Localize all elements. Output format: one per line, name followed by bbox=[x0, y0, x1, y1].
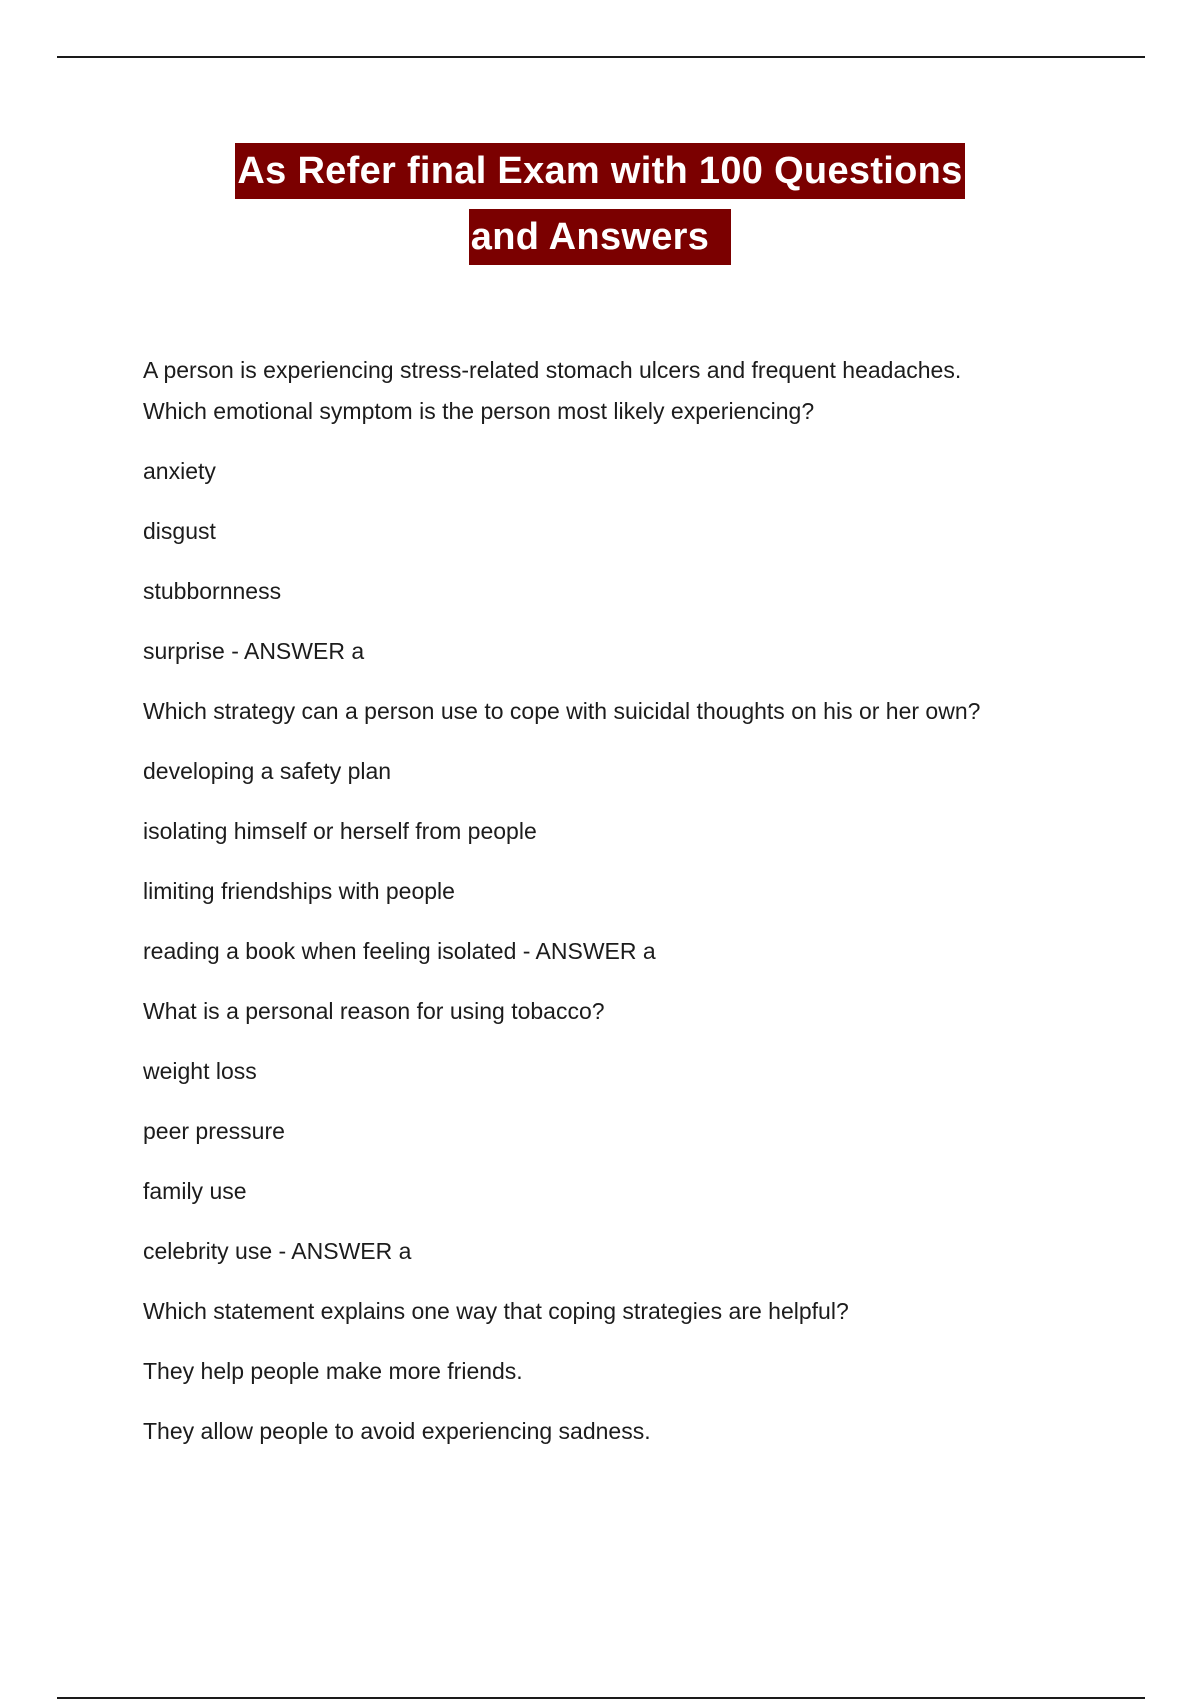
header-rule bbox=[57, 56, 1145, 58]
footer-rule bbox=[57, 1697, 1145, 1699]
option: disgust bbox=[143, 518, 216, 544]
option: isolating himself or herself from people bbox=[143, 818, 537, 844]
document-body bbox=[143, 350, 1103, 1452]
option: They allow people to avoid experiencing sadness. bbox=[143, 1418, 651, 1444]
option: limiting friendships with people bbox=[143, 878, 455, 904]
option-answer: celebrity use - ANSWER a bbox=[143, 1238, 412, 1264]
option: peer pressure bbox=[143, 1118, 285, 1144]
question-1 bbox=[143, 350, 1103, 432]
document-title bbox=[0, 143, 1200, 275]
title-line-2: and Answers bbox=[469, 209, 731, 265]
question-4: Which statement explains one way that coping strategies are helpful? bbox=[143, 1298, 849, 1324]
question-1-line-1: A person is experiencing stress-related stomach ulcers and frequent headaches. bbox=[143, 357, 962, 383]
question-1-line-2: Which emotional symptom is the person most likely experiencing? bbox=[143, 398, 815, 424]
question-3: What is a personal reason for using tobacco? bbox=[143, 998, 605, 1024]
option-answer: reading a book when feeling isolated - ANSWER a bbox=[143, 938, 656, 964]
option: anxiety bbox=[143, 458, 216, 484]
option-answer: surprise - ANSWER a bbox=[143, 638, 365, 664]
question-2: Which strategy can a person use to cope with suicidal thoughts on his or her own? bbox=[143, 698, 981, 724]
option: family use bbox=[143, 1178, 247, 1204]
option: stubbornness bbox=[143, 578, 282, 604]
option: weight loss bbox=[143, 1058, 257, 1084]
option: They help people make more friends. bbox=[143, 1358, 523, 1384]
option: developing a safety plan bbox=[143, 758, 392, 784]
title-line-1: As Refer final Exam with 100 Questions bbox=[235, 143, 964, 199]
